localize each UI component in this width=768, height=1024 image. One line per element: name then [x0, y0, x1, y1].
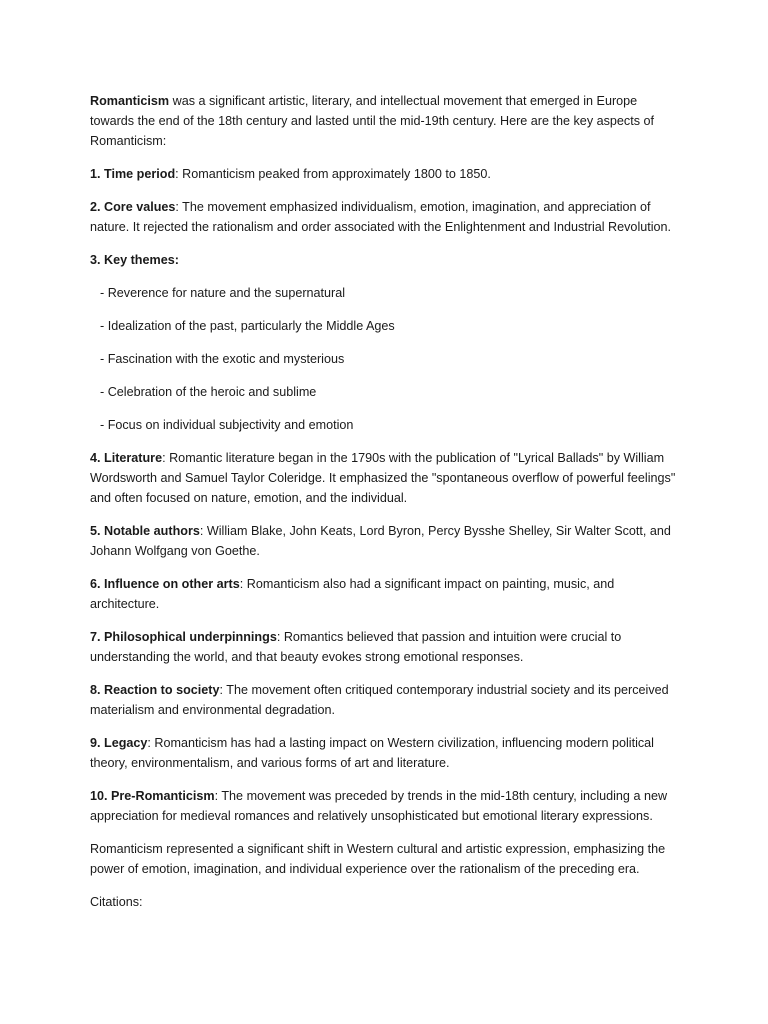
point-text: : Romantic literature began in the 1790s with the publication of "Lyrical Ballads" by William Wordsworth and Samuel Taylor Coleridge. It emphasized the "spontaneous overflow of powerful feelings" and often focused on nature, emotion, and the individual.: [90, 451, 676, 505]
point-label: 4. Literature: [90, 451, 163, 465]
point-label: 8. Reaction to society: [90, 683, 220, 697]
theme-item: - Idealization of the past, particularly the Middle Ages: [100, 319, 395, 333]
intro-text: was a significant artistic, literary, and intellectual movement that emerged in Europe towards the end of the 18th century and lasted until the mid-19th century. Here are the key aspects of Romanticism:: [90, 94, 655, 148]
point-core-values: [90, 197, 680, 237]
intro-paragraph: [90, 91, 680, 151]
theme-item: - Fascination with the exotic and mysterious: [100, 352, 345, 366]
citations-label: Citations:: [90, 895, 143, 909]
point-label: 2. Core values: [90, 200, 176, 214]
point-label: 7. Philosophical underpinnings: [90, 630, 277, 644]
point-notable-authors: [90, 521, 680, 561]
point-label: 3. Key themes:: [90, 253, 179, 267]
document-body: [90, 91, 680, 925]
point-influence-arts: [90, 574, 680, 614]
point-philosophical: [90, 627, 680, 667]
point-label: 10. Pre-Romanticism: [90, 789, 215, 803]
point-text: : The movement often critiqued contemporary industrial society and its perceived materialism and environmental degradation.: [90, 683, 669, 717]
point-key-themes: [90, 250, 680, 270]
point-label: 5. Notable authors: [90, 524, 200, 538]
point-text: : William Blake, John Keats, Lord Byron, Percy Bysshe Shelley, Sir Walter Scott, and Johann Wolfgang von Goethe.: [90, 524, 671, 558]
point-reaction-society: [90, 680, 680, 720]
theme-item: - Focus on individual subjectivity and emotion: [100, 418, 354, 432]
point-text: : The movement emphasized individualism, emotion, imagination, and appreciation of nature. It rejected the rationalism and order associated with the Enlightenment and Industrial Revolution.: [90, 200, 672, 234]
point-text: : Romanticism also had a significant impact on painting, music, and architecture.: [90, 577, 615, 611]
intro-term: Romanticism: [90, 94, 170, 108]
theme-item: - Celebration of the heroic and sublime: [100, 385, 317, 399]
point-label: 1. Time period: [90, 167, 176, 181]
conclusion-paragraph: Romanticism represented a significant shift in Western cultural and artistic expression, emphasizing the power of emotion, imagination, and individual experience over the rationalism of the preceding era.: [90, 842, 666, 876]
point-text: : The movement was preceded by trends in the mid-18th century, including a new appreciation for medieval romances and relatively unsophisticated but emotional literary expressions.: [90, 789, 668, 823]
point-text: : Romanticism has had a lasting impact on Western civilization, influencing modern political theory, environmentalism, and various forms of art and literature.: [90, 736, 654, 770]
point-time-period: [90, 164, 680, 184]
point-label: 9. Legacy: [90, 736, 148, 750]
point-text: : Romanticism peaked from approximately 1800 to 1850.: [175, 167, 491, 181]
theme-item: - Reverence for nature and the supernatural: [100, 286, 346, 300]
point-text: : Romantics believed that passion and intuition were crucial to understanding the world, and that beauty evokes strong emotional responses.: [90, 630, 622, 664]
point-pre-romanticism: [90, 786, 680, 826]
point-legacy: [90, 733, 680, 773]
point-literature: [90, 448, 680, 508]
point-label: 6. Influence on other arts: [90, 577, 240, 591]
